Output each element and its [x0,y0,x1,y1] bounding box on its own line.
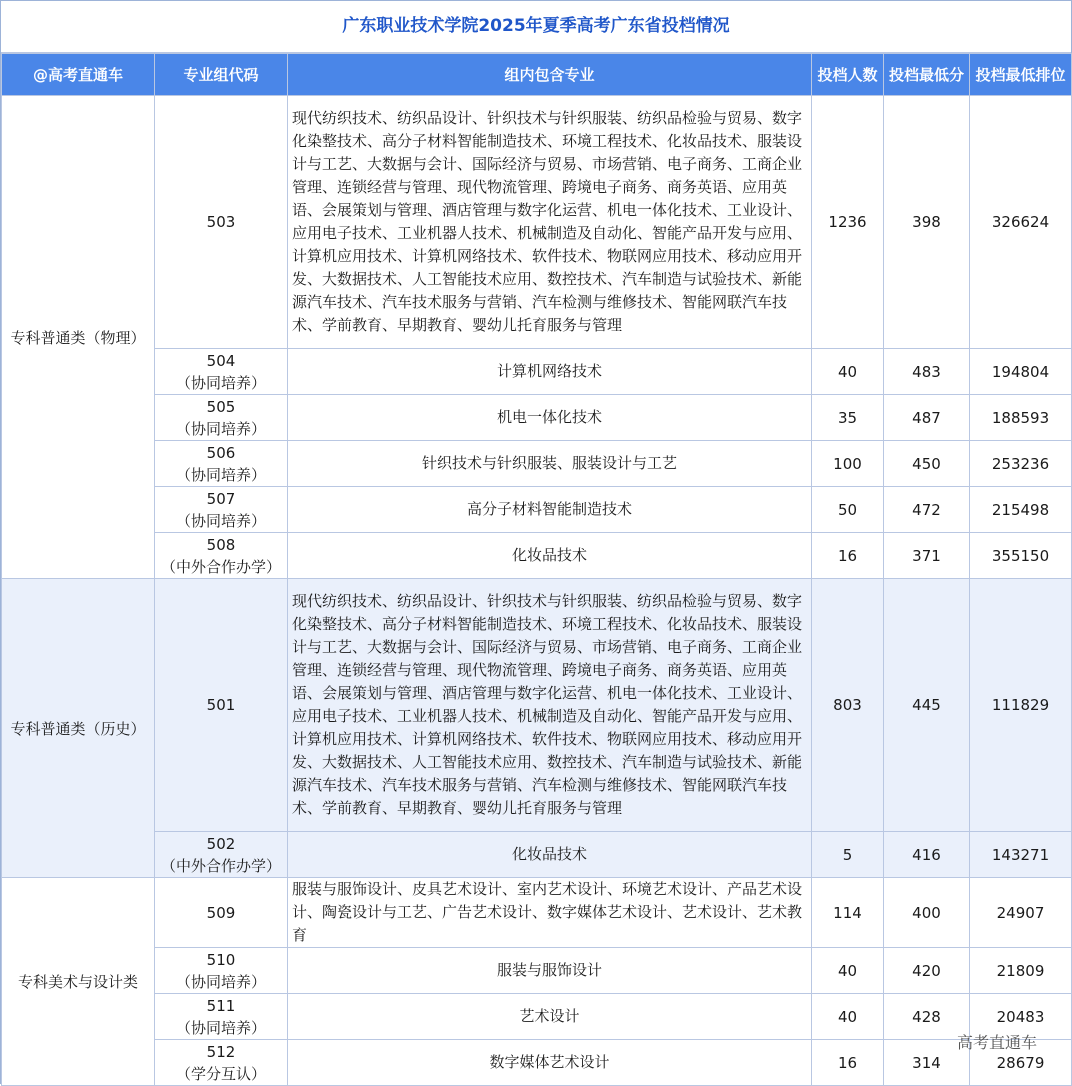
page-title: 广东职业技术学院2025年夏季高考广东省投档情况 [1,1,1071,53]
group-code-cell [155,533,288,579]
count-cell: 114 [812,878,884,948]
group-code: 502 [206,834,236,853]
majors-cell: 计算机网络技术 [288,349,812,395]
table-row [2,994,1072,1040]
table-row [2,948,1072,994]
header-count: 投档人数 [812,54,884,96]
group-code-note: （协同培养） [175,511,266,530]
table-row [2,878,1072,948]
majors-text: 现代纺织技术、纺织品设计、针织技术与针织服装、纺织品检验与贸易、数字化染整技术、高分子材料智能制造技术、环境工程技术、化妆品技术、服装设计与工艺、大数据与会计、国际经济与贸易、市场营销、电子商务、工商企业管理、连锁经营与管理、现代物流管理、跨境电子商务、商务英语、应用英语、会展策划与管理、酒店管理与数字化运营、机电一体化技术、工业设计、应用电子技术、工业机器人技术、机械制造及自动化、智能产品开发与应用、计算机应用技术、计算机网络技术、软件技术、物联网应用技术、移动应用开发、大数据技术、人工智能技术应用、数控技术、汽车制造与试验技术、新能源汽车技术、汽车技术服务与营销、汽车检测与维修技术、智能网联汽车技术、学前教育、早期教育、婴幼儿托育服务与管理 [292,592,803,817]
group-code-cell [155,96,288,349]
count-cell: 50 [812,487,884,533]
min-score-cell: 314 [884,1040,970,1086]
count-cell: 100 [812,441,884,487]
header-min-rank: 投档最低排位 [970,54,1072,96]
group-code: 506 [206,443,236,462]
min-score-cell: 416 [884,832,970,878]
group-code-note: （协同培养） [175,972,266,991]
majors-cell: 高分子材料智能制造技术 [288,487,812,533]
count-cell: 803 [812,579,884,832]
group-code-note: （学分互认） [175,1064,266,1083]
table-row [2,349,1072,395]
majors-text: 现代纺织技术、纺织品设计、针织技术与针织服装、纺织品检验与贸易、数字化染整技术、高分子材料智能制造技术、环境工程技术、化妆品技术、服装设计与工艺、大数据与会计、国际经济与贸易、市场营销、电子商务、工商企业管理、连锁经营与管理、现代物流管理、跨境电子商务、商务英语、应用英语、会展策划与管理、酒店管理与数字化运营、机电一体化技术、工业设计、应用电子技术、工业机器人技术、机械制造及自动化、智能产品开发与应用、计算机应用技术、计算机网络技术、软件技术、物联网应用技术、移动应用开发、大数据技术、人工智能技术应用、数控技术、汽车制造与试验技术、新能源汽车技术、汽车技术服务与营销、汽车检测与维修技术、智能网联汽车技术、学前教育、早期教育、婴幼儿托育服务与管理 [292,109,803,334]
count-cell: 16 [812,1040,884,1086]
count-cell: 1236 [812,96,884,349]
table-row [2,1040,1072,1086]
category-cell: 专科普通类（历史） [2,579,155,878]
count-cell: 16 [812,533,884,579]
group-code-note: （协同培养） [175,373,266,392]
group-code: 511 [206,996,236,1015]
header-group-code: 专业组代码 [155,54,288,96]
count-cell: 5 [812,832,884,878]
min-score-cell: 450 [884,441,970,487]
group-code-cell [155,349,288,395]
min-score-cell: 400 [884,878,970,948]
min-score-cell: 472 [884,487,970,533]
group-art-design [2,878,1072,1086]
group-code-cell [155,994,288,1040]
header-row [2,54,1072,96]
group-code: 512 [206,1042,236,1061]
table-row [2,395,1072,441]
group-physics [2,96,1072,579]
min-rank-cell: 188593 [970,395,1072,441]
category-cell: 专科美术与设计类 [2,878,155,1086]
majors-cell: 针织技术与针织服装、服装设计与工艺 [288,441,812,487]
table-row [2,533,1072,579]
group-code-cell [155,441,288,487]
group-code: 507 [206,489,236,508]
group-code-cell [155,487,288,533]
group-code: 504 [206,351,236,370]
majors-cell: 化妆品技术 [288,533,812,579]
majors-cell: 化妆品技术 [288,832,812,878]
min-score-cell: 445 [884,579,970,832]
category-cell: 专科普通类（物理） [2,96,155,579]
group-history [2,579,1072,878]
min-score-cell: 428 [884,994,970,1040]
min-score-cell: 420 [884,948,970,994]
group-code-cell [155,832,288,878]
min-rank-cell: 111829 [970,579,1072,832]
majors-text: 服装与服饰设计、皮具艺术设计、室内艺术设计、环境艺术设计、产品艺术设计、陶瓷设计与工艺、广告艺术设计、数字媒体艺术设计、艺术设计、艺术教育 [292,880,803,944]
group-code: 501 [206,696,236,714]
min-score-cell: 398 [884,96,970,349]
group-code-note: （协同培养） [175,419,266,438]
min-rank-cell: 253236 [970,441,1072,487]
count-cell: 40 [812,349,884,395]
majors-cell [288,579,812,832]
group-code: 508 [206,535,236,554]
count-cell: 40 [812,948,884,994]
min-score-cell: 483 [884,349,970,395]
min-rank-cell: 143271 [970,832,1072,878]
majors-cell: 服装与服饰设计 [288,948,812,994]
min-score-cell: 487 [884,395,970,441]
min-rank-cell: 326624 [970,96,1072,349]
group-code-cell [155,1040,288,1086]
majors-cell [288,878,812,948]
majors-cell: 数字媒体艺术设计 [288,1040,812,1086]
group-code-cell [155,878,288,948]
group-code-note: （协同培养） [175,1018,266,1037]
table-row [2,96,1072,349]
table-row [2,579,1072,832]
count-cell: 40 [812,994,884,1040]
count-cell: 35 [812,395,884,441]
group-code: 505 [206,397,236,416]
group-code-note: （协同培养） [175,465,266,484]
group-code-note: （中外合作办学） [160,557,281,576]
admission-table [1,53,1072,1086]
header-min-score: 投档最低分 [884,54,970,96]
group-code: 503 [206,213,236,231]
min-rank-cell: 215498 [970,487,1072,533]
group-code-cell [155,948,288,994]
min-rank-cell: 194804 [970,349,1072,395]
header-majors: 组内包含专业 [288,54,812,96]
min-rank-cell: 28679 [970,1040,1072,1086]
table-row [2,441,1072,487]
table-row [2,832,1072,878]
group-code: 509 [206,903,236,922]
header-source: @高考直通车 [2,54,155,96]
group-code-note: （中外合作办学） [160,856,281,875]
min-score-cell: 371 [884,533,970,579]
group-code-cell [155,579,288,832]
majors-cell [288,96,812,349]
table-row [2,487,1072,533]
majors-cell: 机电一体化技术 [288,395,812,441]
min-rank-cell: 24907 [970,878,1072,948]
majors-cell: 艺术设计 [288,994,812,1040]
min-rank-cell: 355150 [970,533,1072,579]
watermark-text: 高考直通车 [956,1033,1037,1052]
min-rank-cell: 21809 [970,948,1072,994]
group-code-cell [155,395,288,441]
min-rank-cell: 20483 [970,994,1072,1040]
group-code: 510 [206,950,236,969]
